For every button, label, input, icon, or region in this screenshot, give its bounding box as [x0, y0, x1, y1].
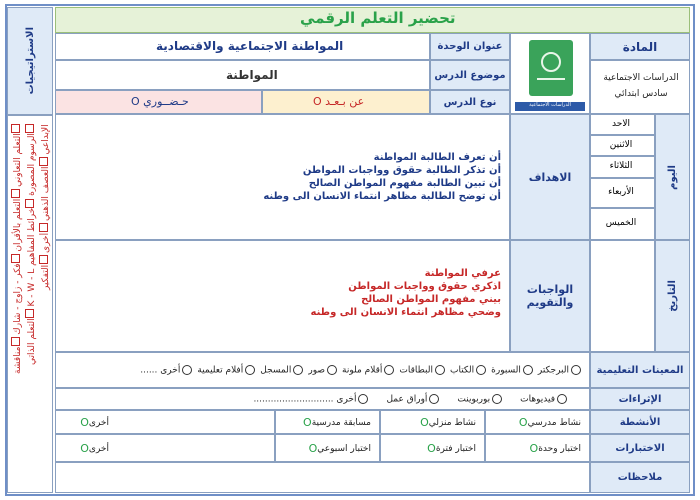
logo-cell — [510, 33, 590, 114]
strategy-item: فكر - زاوج - شارك — [13, 263, 23, 335]
lesson-value-cell — [55, 60, 430, 90]
book-logo — [529, 40, 573, 96]
date-value[interactable] — [590, 240, 655, 352]
notes-label: ملاحظات — [590, 462, 690, 493]
assessment-label-line1: الواجبات — [526, 283, 574, 296]
strategies-label-cell — [7, 7, 53, 115]
activity-cell[interactable] — [55, 410, 275, 434]
radio-icon — [476, 365, 486, 375]
test-cell[interactable] — [485, 434, 590, 462]
strategy-check[interactable] — [25, 124, 34, 133]
day-name: الثلاثاء — [609, 161, 633, 171]
emblem-icon — [541, 52, 561, 72]
strategy-check[interactable] — [39, 157, 48, 166]
day-row[interactable] — [590, 114, 655, 135]
test-option: اختبار فترة O — [427, 442, 476, 455]
activity-option: أخرى O — [80, 416, 109, 429]
strategy-item: K - W - L — [27, 268, 37, 307]
radio-mark: O — [131, 95, 140, 108]
day-name: الأربعاء — [608, 187, 634, 197]
day-row[interactable] — [590, 135, 655, 156]
tests-label: الاختبارات — [590, 434, 690, 462]
objective-item: أن تعرف الطالبة المواطنة — [373, 152, 501, 163]
strategy-check[interactable] — [25, 309, 34, 318]
assessment-label-cell — [510, 240, 590, 352]
strategy-check[interactable] — [11, 254, 20, 263]
aid-option[interactable]: صور — [308, 365, 339, 376]
strategy-item: مناقشة — [13, 346, 23, 374]
strategy-item: أخرى — [41, 232, 51, 253]
day-label-cell — [655, 114, 690, 240]
strategy-item: التعلم التعاوني — [13, 133, 23, 187]
test-cell[interactable] — [380, 434, 485, 462]
assessment-item: اذكري حقوق وواجبات المواطن — [348, 281, 501, 292]
date-label-cell — [655, 240, 690, 352]
activities-label: الأنشطة — [590, 410, 690, 434]
subject-value — [590, 60, 690, 114]
enrichment-option[interactable]: فيديوهات — [520, 394, 569, 405]
strategies-list — [7, 115, 53, 493]
subject-value-line1: الدراسات الاجتماعية — [603, 73, 679, 83]
strategy-item: خرائط المفاهيم — [27, 207, 37, 266]
aid-option[interactable]: السبورة — [491, 365, 535, 376]
aid-option[interactable]: المسجل — [260, 365, 305, 376]
strategy-check[interactable] — [11, 189, 20, 198]
strategy-item: التفكير — [41, 264, 51, 290]
assessment-content — [55, 240, 510, 352]
radio-icon — [435, 365, 445, 375]
day-name: الاثنين — [609, 140, 633, 150]
inperson-option[interactable] — [55, 90, 262, 114]
objective-item: أن توضح الطالبة مظاهر انتماء الانسان الى وطنه — [263, 191, 501, 202]
date-label: التاريخ — [667, 280, 678, 312]
emblem-line-icon — [537, 78, 565, 80]
day-name: الاحد — [612, 119, 630, 129]
unit-label: عنوان الوحدة — [430, 33, 510, 60]
unit-value: المواطنة الاجتماعية والاقتصادية — [156, 39, 344, 53]
day-name: الخميس — [605, 218, 637, 228]
assessment-item: بيني مفهوم المواطن الصالح — [361, 294, 501, 305]
objectives-list — [263, 151, 501, 203]
radio-icon — [429, 394, 439, 404]
objectives-label-cell — [510, 114, 590, 240]
aid-option[interactable]: البرجكتر — [538, 365, 583, 376]
strategy-item: العصف الذهني — [41, 166, 51, 221]
enrichment-option[interactable]: أوراق عمل — [386, 394, 441, 405]
logo-caption: الدراسات الاجتماعية — [529, 102, 571, 108]
strategies-label: الاستراتيجيات — [24, 27, 36, 95]
test-cell[interactable] — [55, 434, 275, 462]
enrichment-option[interactable]: أخرى ............................ — [253, 394, 370, 405]
strategies-col-2 — [24, 124, 37, 484]
activity-cell[interactable] — [275, 410, 380, 434]
radio-icon — [523, 365, 533, 375]
aid-option[interactable]: أفلام تعليمية — [197, 365, 257, 376]
strategy-item: التعلم الذاتي — [27, 318, 37, 365]
activity-option: نشاط مدرسي O — [518, 416, 581, 429]
strategy-check[interactable] — [25, 199, 34, 208]
test-option: اختبار اسبوعي O — [308, 442, 371, 455]
strategy-check[interactable] — [39, 223, 48, 232]
aid-option[interactable]: أقلام ملونة — [342, 365, 396, 376]
objectives-content — [55, 114, 510, 240]
activity-option: مسابقة مدرسية O — [303, 416, 371, 429]
teaching-aids-row — [55, 352, 590, 388]
activity-cell[interactable] — [485, 410, 590, 434]
objectives-label: الاهداف — [528, 170, 572, 184]
strategy-item: الرسوم المصورة — [27, 133, 37, 196]
radio-icon — [293, 365, 303, 375]
strategy-item: الإبداعي — [41, 124, 51, 155]
lesson-value: المواطنة — [226, 68, 278, 82]
objective-item: أن تذكر الطالبة حقوق وواجبات المواطن — [302, 165, 501, 176]
type-label: نوع الدرس — [430, 90, 510, 114]
assessment-item: عرفي المواطنة — [424, 268, 501, 279]
aid-option[interactable]: أخرى ...... — [140, 365, 194, 376]
activity-option: نشاط منزلي O — [420, 416, 476, 429]
assessment-list — [311, 267, 501, 319]
aid-option[interactable]: البطاقات — [399, 365, 447, 376]
radio-icon — [492, 394, 502, 404]
radio-icon — [182, 365, 192, 375]
assessment-item: وضحي مظاهر انتماء الانسان الى وطنه — [310, 307, 501, 318]
inperson-label: حـضــوري O — [131, 95, 189, 108]
enrichment-label: الإثراءات — [590, 388, 690, 410]
enrichment-row — [55, 388, 590, 410]
subject-value-line2: سادس ابتدائي — [614, 89, 668, 99]
radio-mark: O — [313, 95, 322, 108]
subject-label: المادة — [590, 33, 690, 60]
strategies-col-1 — [10, 124, 23, 484]
strategy-check[interactable] — [11, 124, 20, 133]
test-option: أخرى O — [80, 442, 109, 455]
remote-label: عن بـعـد O — [313, 95, 365, 108]
day-label: اليوم — [667, 164, 678, 190]
assessment-label-line2: والتقويم — [526, 296, 574, 309]
enrichment-option[interactable]: بوربوينت — [457, 394, 504, 405]
radio-icon — [384, 365, 394, 375]
activity-cell[interactable] — [380, 410, 485, 434]
day-row[interactable] — [590, 178, 655, 208]
strategies-col-3 — [38, 124, 51, 484]
unit-value-cell — [55, 33, 430, 60]
radio-icon — [571, 365, 581, 375]
radio-icon — [327, 365, 337, 375]
day-row[interactable] — [590, 208, 655, 240]
radio-icon — [358, 394, 368, 404]
remote-option[interactable] — [262, 90, 430, 114]
strategy-check[interactable] — [39, 255, 48, 264]
objective-item: أن تبين الطالبة مفهوم المواطن الصالح — [308, 178, 501, 189]
radio-icon — [245, 365, 255, 375]
test-cell[interactable] — [275, 434, 380, 462]
page-title: تحضير التعلم الرقمي — [300, 9, 456, 27]
day-row[interactable] — [590, 156, 655, 178]
lesson-label: موضوع الدرس — [430, 60, 510, 90]
strategy-item: التعلم بالأقران — [13, 198, 23, 252]
radio-icon — [557, 394, 567, 404]
aid-option[interactable]: الكتاب — [450, 365, 488, 376]
strategy-check[interactable] — [11, 337, 20, 346]
test-option: اختبار وحدة O — [529, 442, 581, 455]
teaching-aids-label: المعينات التعليمية — [590, 352, 690, 388]
notes-field[interactable] — [55, 462, 590, 493]
